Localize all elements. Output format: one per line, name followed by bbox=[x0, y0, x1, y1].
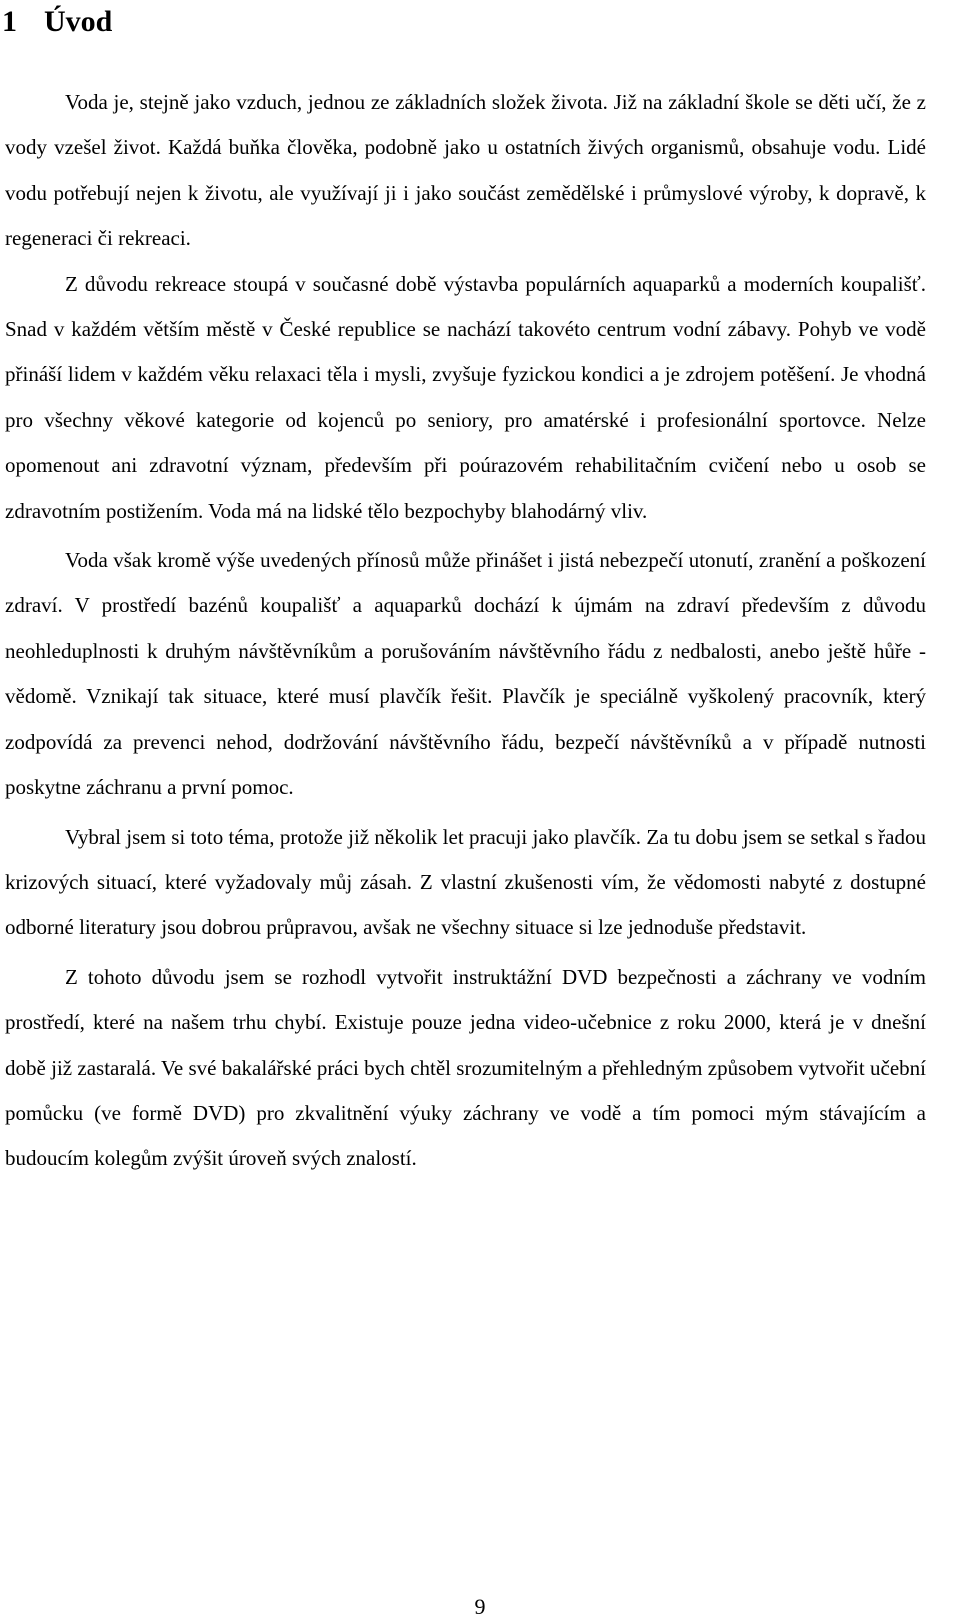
body-text bbox=[5, 80, 926, 1182]
paragraph-4: Vybral jsem si toto téma, protože již několik let pracuji jako plavčík. Za tu dobu jsem se setkal s řadou krizových situací, které vyžadovaly můj zásah. Z vlastní zkušenosti vím, že vědomosti nabyté z dostupné odborné literatury jsou dobrou průpravou, avšak ne všechny situace si lze jednoduše představit. bbox=[5, 824, 926, 940]
paragraph-5: Z tohoto důvodu jsem se rozhodl vytvořit instruktážní DVD bezpečnosti a záchrany ve vodním prostředí, které na našem trhu chybí. Existuje pouze jedna video-učebnice z roku 2000, která je v dnešní době již zastaralá. Ve své bakalářské práci bych chtěl srozumitelným a přehledným způsobem vytvořit učební pomůcku (ve formě DVD) pro zkvalitnění výuky záchrany ve vodě a tím pomoci mým stávajícím a budoucím kolegům zvýšit úroveň svých znalostí. bbox=[5, 964, 926, 1171]
page-number: 9 bbox=[474, 1594, 486, 1619]
paragraph-1: Voda je, stejně jako vzduch, jednou ze základních složek života. Již na základní škole se děti učí, že z vody vzešel život. Každá buňka člověka, podobně jako u ostatních živých organismů, obsahuje vodu. Lidé vodu potřebují nejen k životu, ale využívají ji i jako součást zemědělské i průmyslové výroby, k dopravě, k regeneraci či rekreaci. bbox=[5, 90, 926, 251]
chapter-heading bbox=[2, 0, 112, 44]
paragraph-3: Voda však kromě výše uvedených přínosů může přinášet i jistá nebezpečí utonutí, zranění a poškození zdraví. V prostředí bazénů koupališť a aquaparků dochází k újmám na zdraví především z důvodu neohleduplnosti k druhým návštěvníkům a porušováním návštěvního řádu z nedbalosti, anebo ještě hůře - vědomě. Vznikají tak situace, které musí plavčík řešit. Plavčík je speciálně vyškolený pracovník, který zodpovídá za prevenci nehod, dodržování návštěvního řádu, bezpečí návštěvníků a v případě nutnosti poskytne záchranu a první pomoc. bbox=[5, 548, 926, 800]
paragraph-2: Z důvodu rekreace stoupá v současné době výstavba populárních aquaparků a moderních koupališť. Snad v každém větším městě v České republice se nachází takovéto centrum vodní zábavy. Pohyb ve vodě přináší lidem v každém věku relaxaci těla i mysli, zvyšuje fyzickou kondici a je zdrojem potěšení. Je vhodná pro všechny věkové kategorie od kojenců po seniory, pro amatérské i profesionální sportovce. Nelze opomenout ani zdravotní význam, především při poúrazovém rehabilitačním cvičení nebo u osob se zdravotním postižením. Voda má na lidské tělo bezpochyby blahodárný vliv. bbox=[5, 271, 926, 523]
chapter-title: Úvod bbox=[44, 5, 113, 38]
chapter-number: 1 bbox=[2, 5, 17, 38]
